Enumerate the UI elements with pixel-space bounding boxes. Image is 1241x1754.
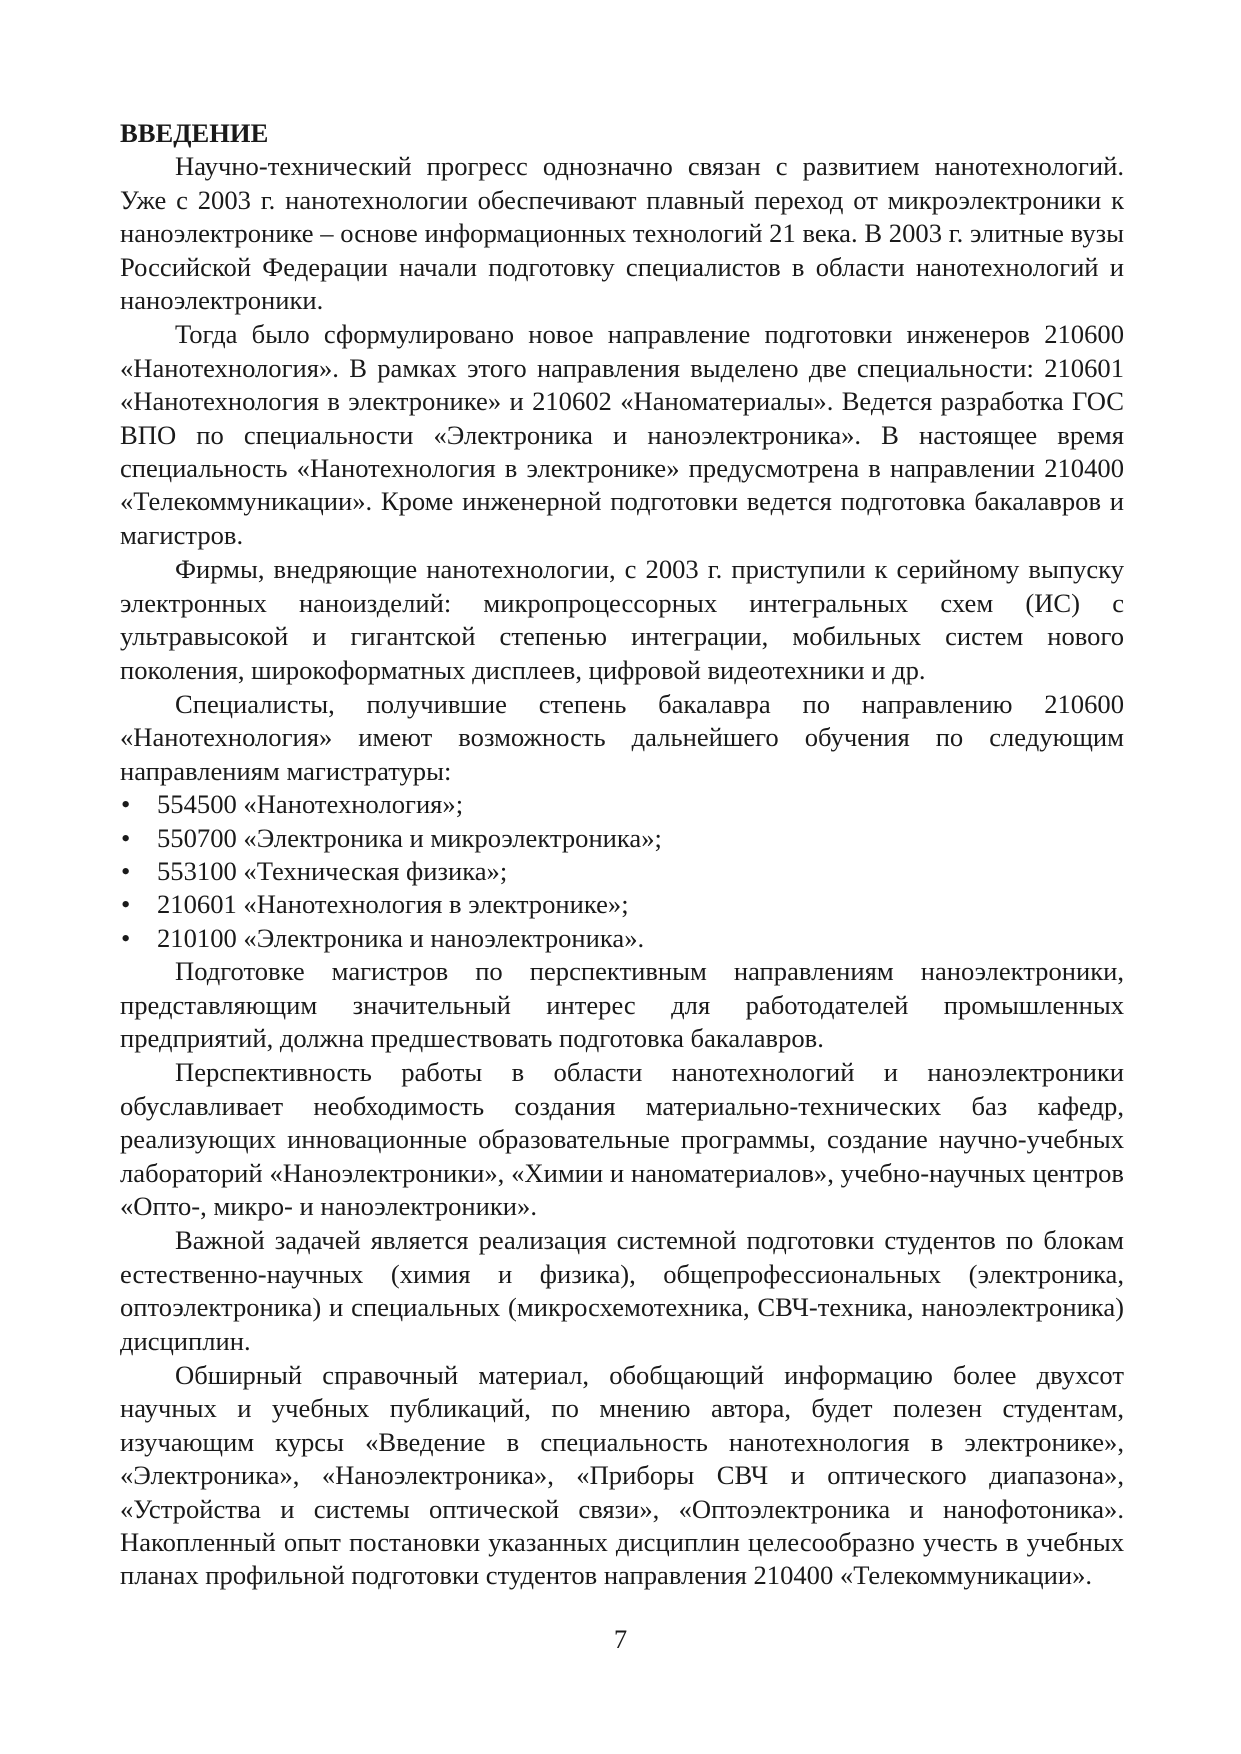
- list-item-text: 553100 «Техническая физика»;: [157, 855, 508, 886]
- list-item-text: 210100 «Электроника и наноэлектроника».: [157, 922, 645, 953]
- bullet-icon: •: [121, 855, 131, 886]
- list-item-text: 554500 «Нанотехнология»;: [157, 789, 464, 820]
- list-item: [120, 788, 1124, 821]
- paragraph-2: Тогда было сформулировано новое направление подготовки инженеров 210600 «Нанотехнология». В рамках этого направления выделено две специальности: 210601 «Нанотехнология в электронике» и 210602 «Наноматериалы». Ведется разработка ГОС ВПО по специальности «Электроника и наноэлектроника». В настоящее время специальность «Нанотехнология в электронике» предусмотрена в направлении 210400 «Телекоммуникации». Кроме инженерной подготовки ведется подготовка бакалавров и магистров.: [120, 319, 1124, 550]
- bullet-icon: •: [121, 922, 131, 953]
- paragraph-8: Обширный справочный материал, обобщающий информацию более двухсот научных и учебных публикаций, по мнению автора, будет полезен студентам, изучающим курсы «Введение в специальность нанотехнология в электронике», «Электроника», «Наноэлектроника», «Приборы СВЧ и оптического диапазона», «Устройства и системы оптической связи», «Оптоэлектроника и нанофотоника». Накопленный опыт постановки указанных дисциплин целесообразно учесть в учебных планах профильной подготовки студентов направления 210400 «Телекоммуникации».: [120, 1360, 1124, 1591]
- bullet-icon: •: [121, 789, 131, 820]
- list-item: [120, 888, 1124, 921]
- paragraph-7: Важной задачей является реализация системной подготовки студентов по блокам естественно-научных (химия и физика), общепрофессиональных (электроника, оптоэлектроника) и специальных (микросхемотехника, СВЧ-техника, наноэлектроника) дисциплин.: [120, 1225, 1124, 1356]
- paragraph-5: Подготовке магистров по перспективным направлениям наноэлектроники, представляющим значительный интерес для работодателей промышленных предприятий, должна предшествовать подготовка бакалавров.: [120, 956, 1124, 1053]
- page-number: 7: [613, 1624, 628, 1654]
- list-item-text: 210601 «Нанотехнология в электронике»;: [157, 889, 629, 920]
- list-item: [120, 822, 1124, 855]
- list-item-text: 550700 «Электроника и микроэлектроника»;: [157, 822, 662, 853]
- section-heading: ВВЕДЕНИЕ: [120, 118, 269, 148]
- text-block: [120, 117, 1124, 1593]
- paragraph-1: Научно-технический прогресс однозначно связан с развитием нанотехнологий. Уже с 2003 г. нанотехнологии обеспечивают плавный переход от микроэлектроники к наноэлектронике – основе информационных технологий 21 века. В 2003 г. элитные вузы Российской Федерации начали подготовку специалистов в области нанотехнологий и наноэлектроники.: [120, 151, 1124, 316]
- specialty-list: [120, 788, 1124, 955]
- bullet-icon: •: [121, 822, 131, 853]
- paragraph-4: Специалисты, получившие степень бакалавра по направлению 210600 «Нанотехнология» имеют возможность дальнейшего обучения по следующим направлениям магистратуры:: [120, 688, 1124, 786]
- list-item: [120, 922, 1124, 955]
- paragraph-6: Перспективность работы в области нанотехнологий и наноэлектроники обуславливает необходимость создания материально-технических баз кафедр, реализующих инновационные образовательные программы, создание научно-учебных лабораторий «Наноэлектроники», «Химии и наноматериалов», учебно-научных центров «Опто-, микро- и наноэлектроники».: [120, 1057, 1124, 1221]
- paragraph-3: Фирмы, внедряющие нанотехнологии, с 2003 г. приступили к серийному выпуску электронных наноизделий: микропроцессорных интегральных схем (ИС) с ультравысокой и гигантской степенью интеграции, мобильных систем нового поколения, широкоформатных дисплеев, цифровой видеотехники и др.: [120, 554, 1124, 685]
- bullet-icon: •: [121, 889, 131, 920]
- list-item: [120, 855, 1124, 888]
